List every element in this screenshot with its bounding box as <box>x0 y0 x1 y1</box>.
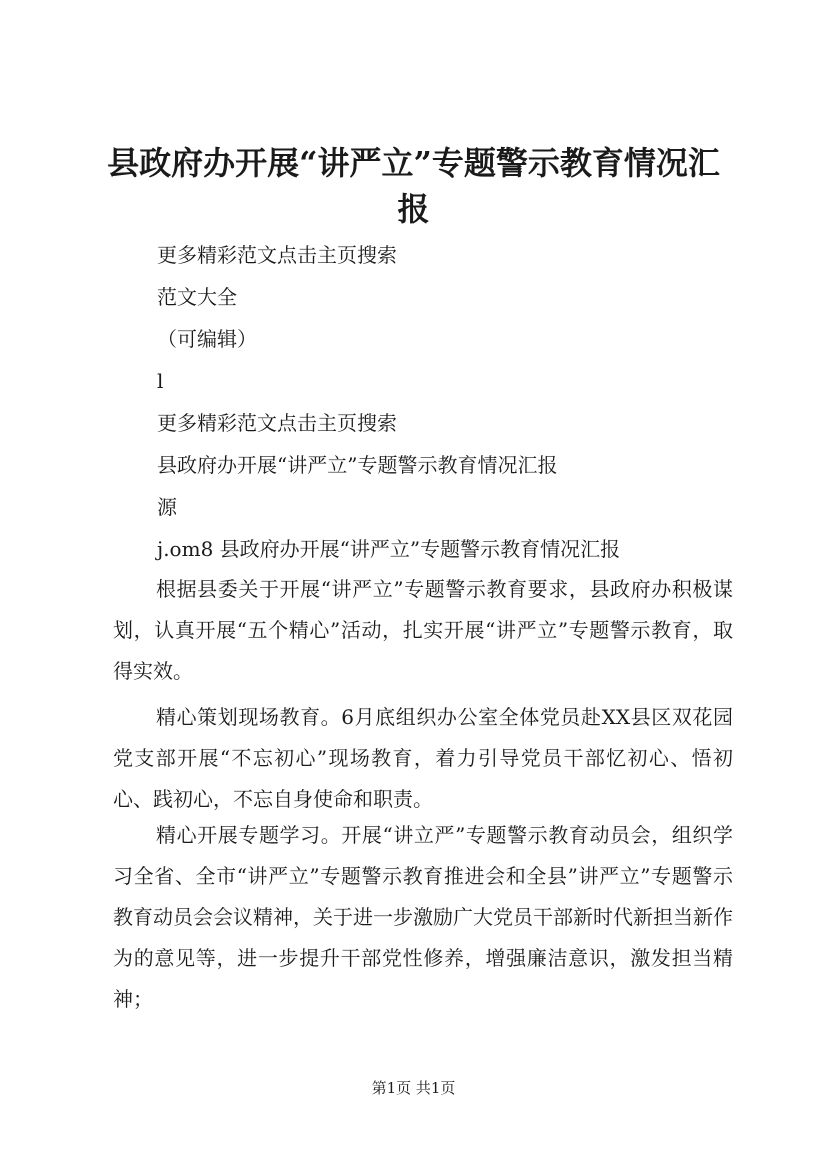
text-line: 县政府办开展“讲严立”专题警示教育情况汇报 <box>157 453 558 477</box>
text-line: 范文大全 <box>157 285 237 309</box>
body-paragraph: 根据县委关于开展“讲严立”专题警示教育要求，县政府办积极谋划，认真开展“五个精心”活动，扎实开展“讲严立”专题警示教育，取得实效。 <box>113 577 733 683</box>
text-line: 更多精彩范文点击主页搜索 <box>157 243 397 267</box>
text-line: l <box>157 369 164 393</box>
text-line: 更多精彩范文点击主页搜索 <box>157 411 397 435</box>
document-title: 县政府办开展“讲严立”专题警示教育情况汇报 <box>107 144 720 228</box>
body-paragraph: 精心开展专题学习。开展“讲立严”专题警示教育动员会，组织学习全省、全市“讲严立”专题警示教育推进会和全县”讲严立”专题警示教育动员会会议精神，关于进一步激励广大党员干部新时代新担当新作为的意见等，进一步提升干部党性修养，增强廉洁意识，激发担当精神； <box>113 823 733 1011</box>
text-line: j.om8 县政府办开展“讲严立”专题警示教育情况汇报 <box>157 537 621 561</box>
page-number-footer: 第1页 共1页 <box>371 1079 456 1097</box>
body-paragraph: 精心策划现场教育。6月底组织办公室全体党员赴XX县区双花园党支部开展“不忘初心”现场教育，着力引导党员干部忆初心、悟初心、践初心，不忘自身使命和职责。 <box>113 705 733 811</box>
text-line: （可编辑） <box>157 327 257 351</box>
text-line: 源 <box>157 495 177 519</box>
